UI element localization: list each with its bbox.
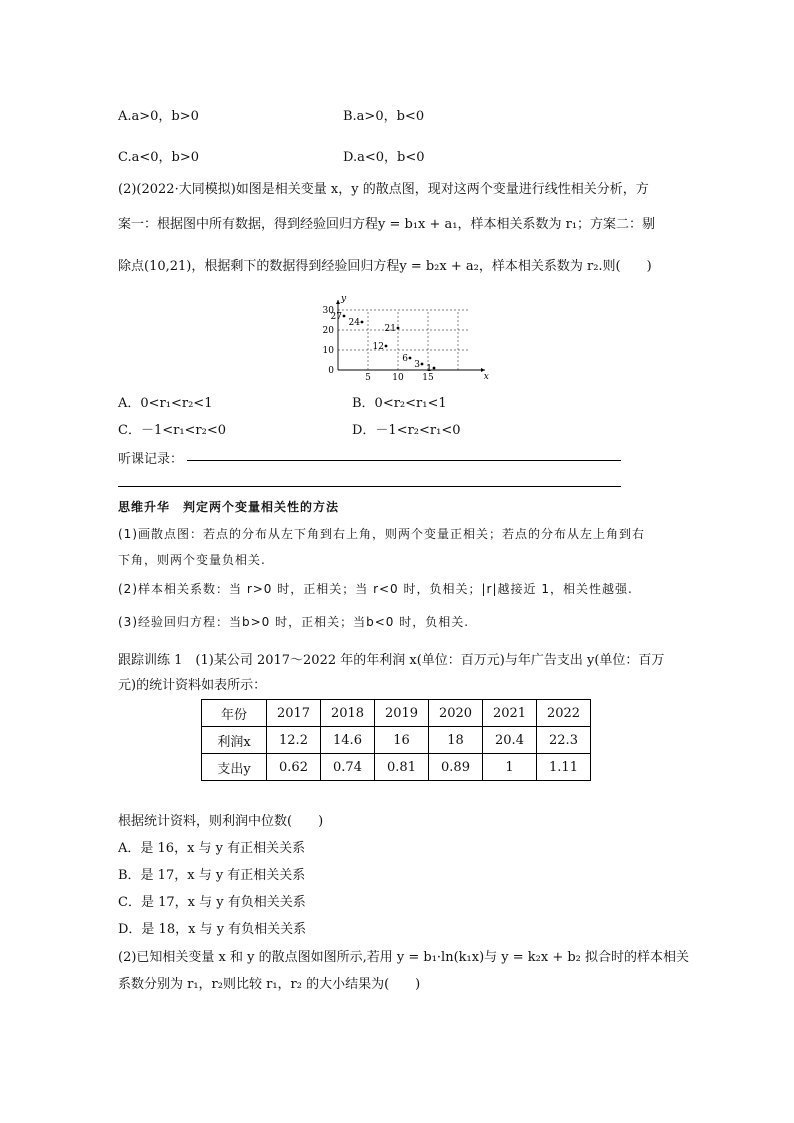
q2-line-1: (2)(2022·大同模拟)如图是相关变量 x，y 的散点图，现对这两个变量进行线性相关分析，方 (118, 182, 649, 197)
table-cell: 支出y (202, 754, 267, 781)
q1-option-d: D.a<0，b<0 (343, 150, 425, 165)
data-point (397, 327, 400, 330)
data-point (343, 315, 346, 318)
method-p3: (3)经验回归方程：当b>0 时，正相关；当b<0 时，负相关. (118, 615, 470, 629)
track-q2-line-1: (2)已知相关变量 x 和 y 的散点图如图所示,若用 y = b₁·ln(k₁x)与 y = k₂x + b₂ 拟合时的样本相关 (118, 950, 690, 965)
track-line-1: 跟踪训练 1 (1)某公司 2017～2022 年的年利润 x(单位：百万元)与年广告支出 y(单位：百万 (118, 653, 665, 668)
table-cell: 14.6 (321, 727, 375, 754)
data-point (385, 345, 388, 348)
y-tick-label: 30 (322, 306, 334, 316)
data-point-label: 27 (330, 312, 342, 322)
data-point (421, 363, 424, 366)
stats-table (201, 699, 591, 781)
track-q2-line-2: 系数分别为 r₁，r₂则比较 r₁，r₂ 的大小结果为( ) (118, 977, 421, 992)
q1-option-c: C.a<0，b>0 (118, 150, 200, 165)
table-cell: 20.4 (483, 727, 537, 754)
q2-line-2: 案一：根据图中所有数据，得到经验回归方程y = b₁x + a₁，样本相关系数为 r₁；方案二：剔 (118, 217, 656, 232)
data-point-label: 24 (348, 318, 360, 328)
plot-points (331, 312, 436, 374)
table-row (202, 727, 591, 754)
table-cell: 0.74 (321, 754, 375, 781)
table-row (202, 700, 591, 727)
track-question: 根据统计资料，则利润中位数( ) (118, 814, 324, 829)
table-cell: 1 (483, 754, 537, 781)
plot-axes (336, 294, 489, 382)
table-cell: 16 (375, 727, 429, 754)
y-tick-label: 20 (322, 326, 334, 336)
table-cell: 18 (429, 727, 483, 754)
table-cell: 2017 (267, 700, 321, 727)
method-p1a: (1)画散点图：若点的分布从左下角到右上角，则两个变量正相关；若点的分布从左上角到右 (118, 527, 646, 541)
x-tick-label: 10 (392, 373, 404, 383)
data-point-label: 3 (414, 360, 420, 370)
q2-option-a: A．0<r₁<r₂<1 (118, 396, 213, 411)
answer-line (118, 486, 621, 487)
table-cell: 2019 (375, 700, 429, 727)
method-title: 思维升华 判定两个变量相关性的方法 (118, 500, 340, 514)
table-cell: 2018 (321, 700, 375, 727)
y-tick-label: 0 (328, 366, 334, 376)
data-point-label: 1 (426, 364, 432, 374)
q2-line-3: 除点(10,21)，根据剩下的数据得到经验回归方程y = b₂x + a₂，样本相关系数为 r₂.则( ) (118, 259, 652, 274)
x-axis-label: x (483, 372, 489, 382)
y-axis-label: y (341, 294, 347, 304)
table-cell: 0.89 (429, 754, 483, 781)
table-cell: 0.62 (267, 754, 321, 781)
listening-label: 听课记录： (118, 452, 184, 467)
table-cell: 2021 (483, 700, 537, 727)
table-cell: 1.11 (537, 754, 591, 781)
q1-option-a: A.a>0，b>0 (118, 109, 199, 124)
table-row (202, 754, 591, 781)
data-point-label: 21 (384, 324, 396, 334)
data-point-label: 12 (372, 342, 384, 352)
track-option-b: B．是 17，x 与 y 有正相关关系 (118, 868, 306, 883)
track-option-d: D．是 18，x 与 y 有负相关关系 (118, 922, 307, 937)
data-point-label: 6 (402, 354, 408, 364)
method-p2: (2)样本相关系数：当 r>0 时，正相关；当 r<0 时，负相关；|r|越接近 1，相关性越强. (118, 582, 633, 596)
table-cell: 年份 (202, 700, 267, 727)
table-cell: 22.3 (537, 727, 591, 754)
data-point (409, 357, 412, 360)
scatter-plot (320, 290, 489, 385)
x-tick-label: 15 (422, 373, 434, 383)
table-cell: 利润x (202, 727, 267, 754)
method-p1b: 下角，则两个变量负相关. (118, 553, 266, 567)
answer-line (187, 460, 621, 461)
q1-option-b: B.a>0，b<0 (343, 109, 425, 124)
data-point (433, 367, 436, 370)
q2-option-b: B．0<r₂<r₁<1 (352, 396, 447, 411)
y-tick-label: 10 (322, 346, 334, 356)
table-cell: 2022 (537, 700, 591, 727)
table-cell: 12.2 (267, 727, 321, 754)
track-line-2: 元)的统计资料如表所示： (118, 678, 267, 693)
q2-option-d: D．－1<r₂<r₁<0 (352, 423, 461, 438)
track-option-a: A．是 16，x 与 y 有正相关关系 (118, 841, 306, 856)
q2-option-c: C．－1<r₁<r₂<0 (118, 423, 227, 438)
track-option-c: C．是 17，x 与 y 有负相关关系 (118, 895, 306, 910)
y-axis-arrow (336, 300, 340, 304)
table-cell: 0.81 (375, 754, 429, 781)
x-tick-label: 5 (365, 373, 371, 383)
data-point (361, 321, 364, 324)
table-cell: 2020 (429, 700, 483, 727)
